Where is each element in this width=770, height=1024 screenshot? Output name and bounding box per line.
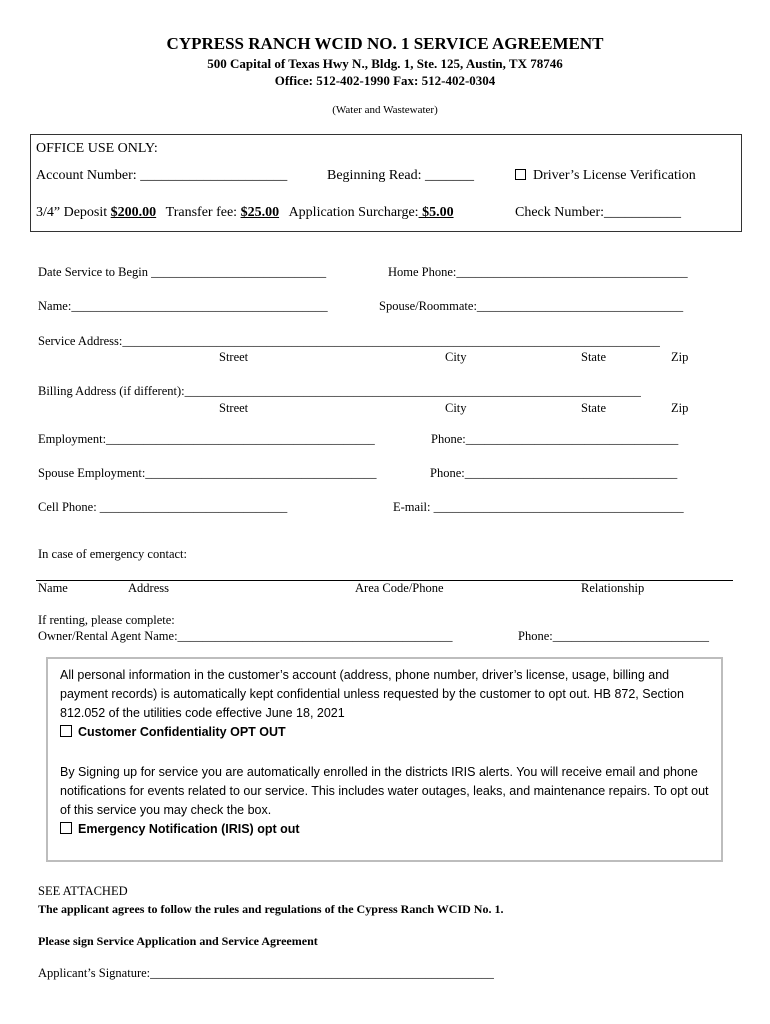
confidentiality-text: All personal information in the customer’s account (address, phone number, driver’s license, usage, billing and payment records) is automatically kept confidential unless requested by the customer to opt out. HB 872, Section 812.052 of the utilities code effective June 18, 2021 — [60, 668, 684, 720]
iris-optout-label: Emergency Notification (IRIS) opt out — [78, 822, 300, 836]
page-title: CYPRESS RANCH WCID NO. 1 SERVICE AGREEMENT — [166, 34, 604, 53]
service-zip-label: Zip — [671, 350, 689, 364]
deposit-value: $200.00 — [110, 205, 157, 220]
agreement-statement: The applicant agrees to follow the rules and regulations of the Cypress Ranch WCID No. 1. — [38, 902, 504, 916]
billing-street-label: Street — [219, 401, 249, 415]
iris-optout-checkbox[interactable] — [60, 822, 72, 834]
billing-address-field[interactable]: Billing Address (if different):_________________________________________________________________________ — [38, 384, 641, 398]
see-attached: SEE ATTACHED — [38, 884, 128, 898]
service-state-label: State — [581, 350, 606, 364]
owner-agent-field[interactable]: Owner/Rental Agent Name:____________________________________________ — [38, 629, 453, 643]
fees-row — [36, 205, 454, 221]
service-address-field[interactable]: Service Address:______________________________________________________________________________________ — [38, 334, 660, 348]
confidentiality-optout-checkbox[interactable] — [60, 725, 72, 737]
service-street-label: Street — [219, 350, 249, 364]
iris-optout-row[interactable] — [60, 822, 300, 836]
transfer-value: $25.00 — [240, 205, 280, 220]
billing-zip-label: Zip — [671, 401, 689, 415]
spouse-field[interactable]: Spouse/Roommate:_________________________________ — [379, 299, 684, 313]
owner-phone-field[interactable]: Phone:_________________________ — [518, 629, 709, 643]
sign-instruction: Please sign Service Application and Service Agreement — [38, 934, 318, 948]
spouse-employment-field[interactable]: Spouse Employment:_____________________________________ — [38, 466, 377, 480]
billing-state-label: State — [581, 401, 606, 415]
surcharge-value: $5.00 — [418, 205, 454, 220]
office-use-heading: OFFICE USE ONLY: — [36, 141, 158, 156]
emergency-phone-label: Area Code/Phone — [355, 581, 444, 595]
drivers-license-checkbox-row[interactable] — [515, 168, 696, 184]
transfer-label: Transfer fee: — [165, 205, 241, 220]
privacy-notice-box — [46, 657, 723, 862]
spouse-phone-field[interactable]: Phone:__________________________________ — [430, 466, 678, 480]
beginning-read-field[interactable]: Beginning Read: _______ — [327, 168, 474, 183]
billing-city-label: City — [445, 401, 467, 415]
drivers-license-label: Driver’s License Verification — [533, 168, 696, 183]
home-phone-field[interactable]: Home Phone:_____________________________________ — [388, 265, 688, 279]
iris-text: By Signing up for service you are automatically enrolled in the districts IRIS alerts. You will receive email and phone notifications for events related to our service. This includes water outages, leaks, and maintenance repairs. To opt out of this service you may check the box. — [60, 765, 709, 817]
account-number-field[interactable]: Account Number: _____________________ — [36, 168, 288, 183]
check-number-field[interactable]: Check Number:___________ — [515, 205, 682, 220]
office-use-box — [30, 134, 742, 232]
surcharge-label: Application Surcharge: — [288, 205, 419, 220]
district-address: 500 Capital of Texas Hwy N., Bldg. 1, Ste. 125, Austin, TX 78746 — [207, 56, 563, 71]
deposit-label: 3/4” Deposit — [36, 205, 111, 220]
emergency-name-label: Name — [38, 581, 68, 595]
office-contact: Office: 512-402-1990 Fax: 512-402-0304 — [274, 73, 496, 88]
employment-field[interactable]: Employment:___________________________________________ — [38, 432, 375, 446]
confidentiality-optout-label: Customer Confidentiality OPT OUT — [78, 725, 286, 739]
renting-heading: If renting, please complete: — [38, 613, 175, 627]
service-type: (Water and Wastewater) — [332, 104, 438, 116]
service-city-label: City — [445, 350, 467, 364]
signature-field[interactable]: Applicant’s Signature:_______________________________________________________ — [38, 966, 494, 980]
emergency-heading: In case of emergency contact: — [38, 547, 187, 561]
drivers-license-checkbox[interactable] — [515, 169, 526, 180]
confidentiality-optout-row[interactable] — [60, 725, 286, 739]
emergency-address-label: Address — [128, 581, 169, 595]
cell-phone-field[interactable]: Cell Phone: ______________________________ — [38, 500, 288, 514]
email-field[interactable]: E-mail: ________________________________________ — [393, 500, 684, 514]
employment-phone-field[interactable]: Phone:__________________________________ — [431, 432, 679, 446]
emergency-relationship-label: Relationship — [581, 581, 645, 595]
date-service-field[interactable]: Date Service to Begin ____________________________ — [38, 265, 327, 279]
name-field[interactable]: Name:_________________________________________ — [38, 299, 328, 313]
